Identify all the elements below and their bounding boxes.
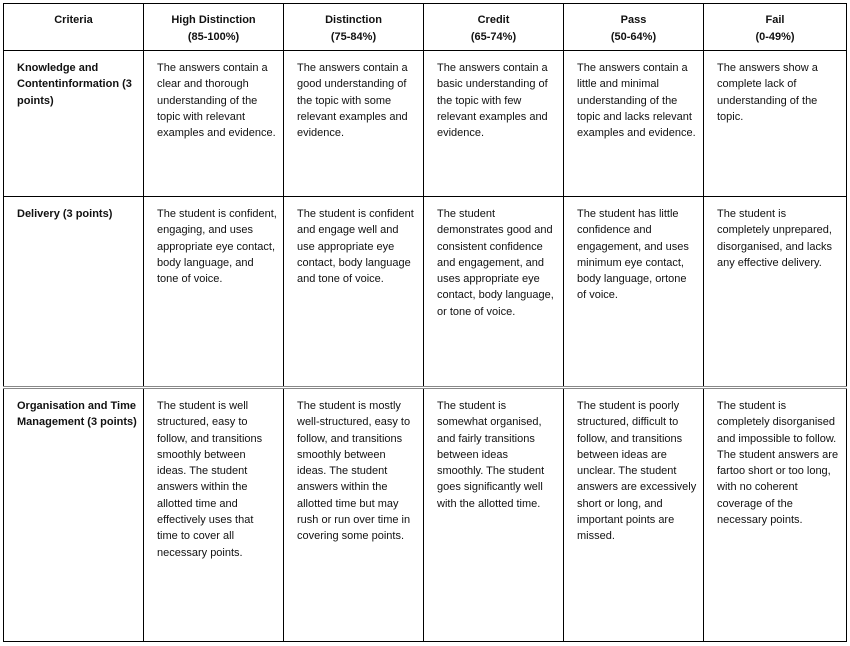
criteria-knowledge: Knowledge and Contentinformation (3 points) <box>4 51 144 197</box>
table-row <box>4 388 847 642</box>
table-row <box>4 197 847 388</box>
cell-knowledge-c: The answers contain a basic understanding of the topic with few relevant examples and evidence. <box>424 51 564 197</box>
cell-organisation-d: The student is mostly well-structured, easy to follow, and transitions smoothly between ideas. The student answers within the allotted time but may rush or run over time in covering some points. <box>284 388 424 642</box>
header-row <box>4 4 847 51</box>
header-hd-title: High Distinction <box>171 14 256 26</box>
cell-delivery-p: The student has little confidence and engagement, and uses minimum eye contact, body language, ortone of voice. <box>564 197 704 388</box>
cell-organisation-p: The student is poorly structured, difficult to follow, and transitions between ideas are unclear. The student answers are excessively short or long, and important points are missed. <box>564 388 704 642</box>
cell-delivery-d: The student is confident and engage well and use appropriate eye contact, body language and tone of voice. <box>284 197 424 388</box>
header-d-title: Distinction <box>325 14 382 26</box>
header-p-title: Pass <box>620 14 647 26</box>
cell-delivery-c: The student demonstrates good and consistent confidence and engagement, and uses appropriate eye contact, body language, or tone of voice. <box>424 197 564 388</box>
cell-delivery-hd: The student is confident, engaging, and uses appropriate eye contact, body language, and tone of voice. <box>144 197 284 388</box>
header-c-title: Credit <box>477 14 510 26</box>
header-d-range: (75-84%) <box>330 31 377 43</box>
cell-knowledge-d: The answers contain a good understanding of the topic with some relevant examples and evidence. <box>284 51 424 197</box>
cell-knowledge-f: The answers show a complete lack of understanding of the topic. <box>704 51 847 197</box>
cell-organisation-hd: The student is well structured, easy to follow, and transitions smoothly between ideas. The student answers within the allotted time and effectively uses that time to cover all necessary points. <box>144 388 284 642</box>
header-hd-range: (85-100%) <box>187 31 240 43</box>
cell-knowledge-hd: The answers contain a clear and thorough understanding of the topic with relevant examples and evidence. <box>144 51 284 197</box>
cell-organisation-c: The student is somewhat organised, and fairly transitions between ideas smoothly. The student goes significantly well with the allotted time. <box>424 388 564 642</box>
header-high-distinction <box>144 4 284 51</box>
rubric-table <box>3 3 847 642</box>
header-c-range: (65-74%) <box>470 31 517 43</box>
cell-knowledge-p: The answers contain a little and minimal understanding of the topic and lacks relevant examples and evidence. <box>564 51 704 197</box>
header-distinction <box>284 4 424 51</box>
header-criteria <box>4 4 144 51</box>
header-fail <box>704 4 847 51</box>
header-p-range: (50-64%) <box>610 31 657 43</box>
cell-organisation-f: The student is completely disorganised and impossible to follow. The student answers are fartoo short or too long, with no coherent coverage of the necessary points. <box>704 388 847 642</box>
header-criteria-title: Criteria <box>54 14 93 26</box>
header-pass <box>564 4 704 51</box>
header-credit <box>424 4 564 51</box>
cell-delivery-f: The student is completely unprepared, disorganised, and lacks any effective delivery. <box>704 197 847 388</box>
criteria-delivery: Delivery (3 points) <box>4 197 144 388</box>
header-f-range: (0-49%) <box>755 31 795 43</box>
criteria-organisation: Organisation and Time Management (3 points) <box>4 388 144 642</box>
header-f-title: Fail <box>765 14 785 26</box>
table-row <box>4 51 847 197</box>
